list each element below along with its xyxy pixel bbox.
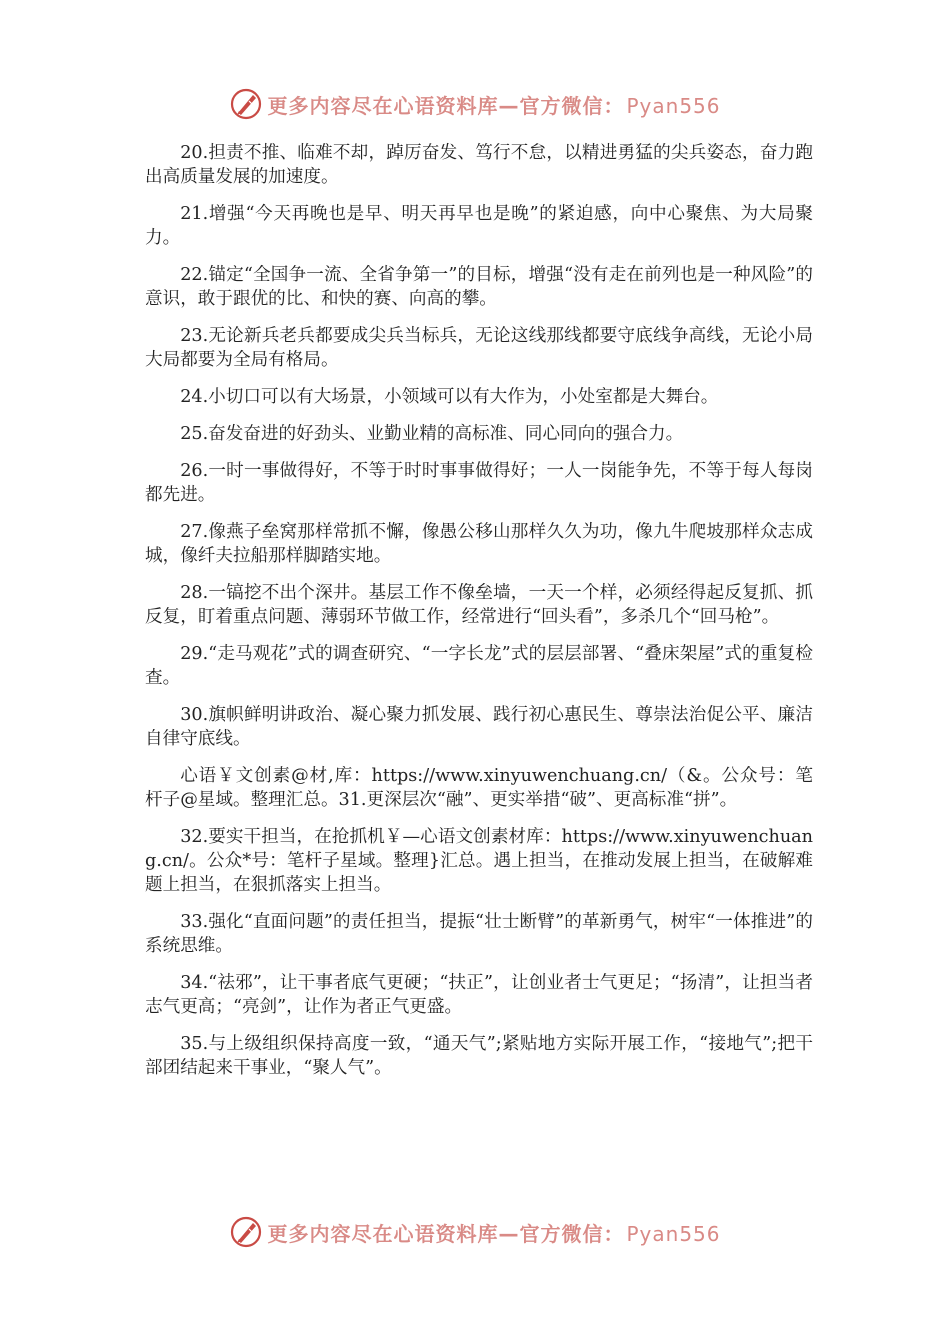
paragraph-31: 心语￥文创素@材,库：https://www.xinyuwenchuang.cn/（&。公众号：笔杆子@星域。整理汇总。31.更深层次“融”、更实举措“破”、更高标准“拼”。 [145,766,813,810]
paragraph-28: 28.一镐挖不出个深井。基层工作不像垒墙，一天一个样，必须经得起反复抓、抓反复，盯着重点问题、薄弱环节做工作，经常进行“回头看”，多杀几个“回马枪”。 [145,583,813,627]
header-banner-text: 更多内容尽在心语资料库—官方微信： Pyan556 [267,93,721,118]
paragraph-26: 26.一时一事做得好，不等于时时事事做得好；一人一岗能争先，不等于每人每岗都先进。 [145,461,813,505]
header-banner [0,84,950,124]
paragraph-22: 22.锚定“全国争一流、全省争第一”的目标，增强“没有走在前列也是一种风险”的意识，敢于跟优的比、和快的赛、向高的攀。 [145,265,813,309]
paragraph-25: 25.奋发奋进的好劲头、业勤业精的高标准、同心同向的强合力。 [180,424,684,444]
paragraph-27: 27.像燕子垒窝那样常抓不懈，像愚公移山那样久久为功，像九牛爬坡那样众志成城，像纤夫拉船那样脚踏实地。 [145,522,813,566]
paragraph-20: 20.担责不推、临难不却，踔厉奋发、笃行不怠，以精进勇猛的尖兵姿态，奋力跑出高质量发展的加速度。 [145,143,813,187]
paragraph-29: 29.“走马观花”式的调查研究、“一字长龙”式的层层部署、“叠床架屋”式的重复检查。 [145,644,813,688]
paragraph-23: 23.无论新兵老兵都要成尖兵当标兵，无论这线那线都要守底线争高线，无论小局大局都要为全局有格局。 [145,326,813,370]
quill-pen-icon [229,87,263,121]
paragraph-21: 21.增强“今天再晚也是早、明天再早也是晚”的紧迫感，向中心聚焦、为大局聚力。 [145,204,813,248]
footer-banner-text: 更多内容尽在心语资料库—官方微信： Pyan556 [267,1221,721,1246]
paragraph-32: 32.要实干担当，在抢抓机￥—心语文创素材库：https://www.xinyuwenchuang.cn/。公众*号：笔杆子星域。整理}汇总。遇上担当，在推动发展上担当，在破解难题上担当，在狠抓落实上担当。 [145,827,813,895]
paragraph-24: 24.小切口可以有大场景，小领域可以有大作为，小处室都是大舞台。 [180,387,719,407]
document-body [145,141,813,1093]
paragraph-34: 34.“祛邪”，让干事者底气更硬；“扶正”，让创业者士气更足；“扬清”，让担当者志气更高；“亮剑”，让作为者正气更盛。 [145,973,813,1017]
header-wechat-id: Pyan556 [626,93,721,118]
footer-wechat-id: Pyan556 [626,1221,721,1246]
quill-pen-icon [229,1215,263,1249]
paragraph-30: 30.旗帜鲜明讲政治、凝心聚力抓发展、践行初心惠民生、尊崇法治促公平、廉洁自律守底线。 [145,705,813,749]
footer-banner [0,1212,950,1252]
paragraph-35: 35.与上级组织保持高度一致，“通天气”;紧贴地方实际开展工作，“接地气”;把干部团结起来干事业，“聚人气”。 [145,1034,813,1078]
paragraph-33: 33.强化“直面问题”的责任担当，提振“壮士断臂”的革新勇气，树牢“一体推进”的系统思维。 [145,912,813,956]
